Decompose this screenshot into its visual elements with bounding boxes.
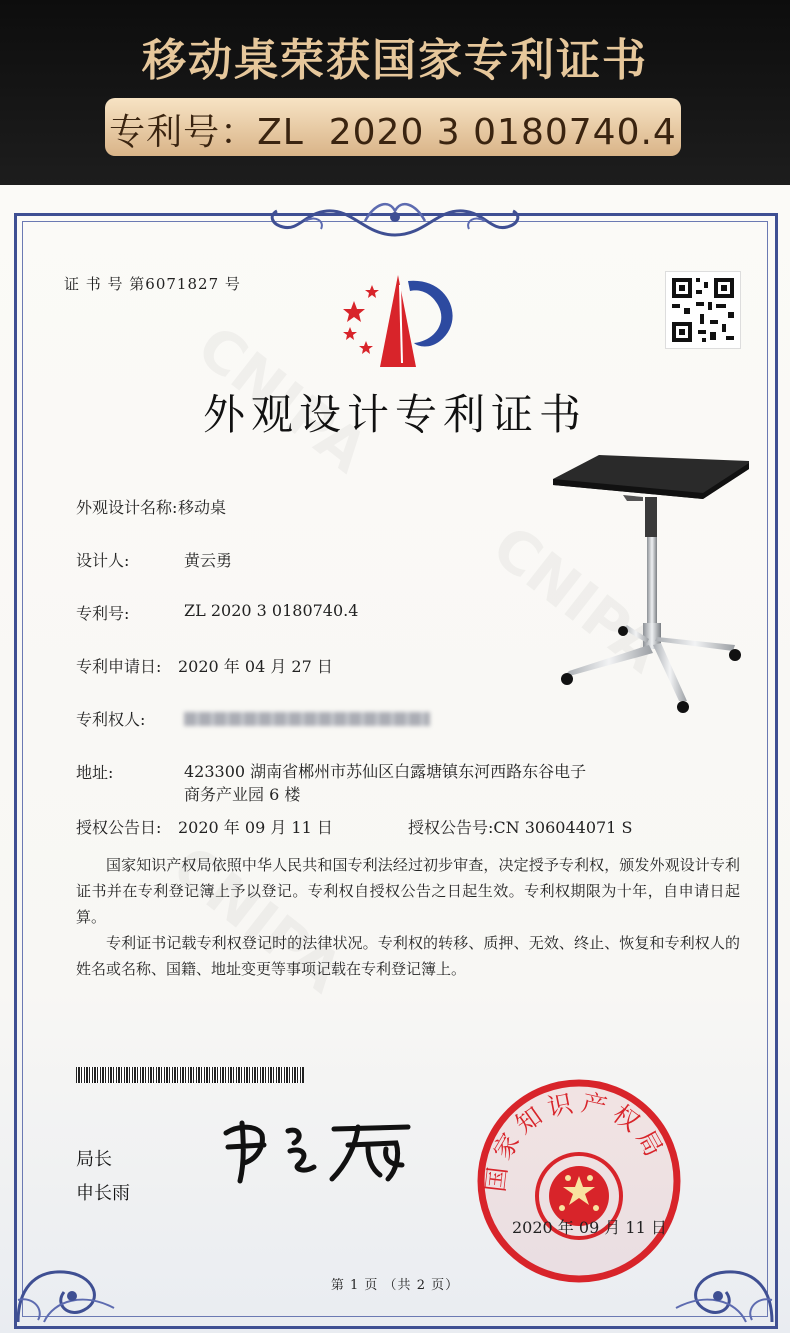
barcode-icon — [76, 1067, 304, 1083]
design-name-value: 移动桌 — [178, 498, 227, 517]
certificate-title: 外观设计专利证书 — [202, 390, 587, 439]
header-banner — [0, 0, 790, 185]
grant-number-value: CN 306044071 S — [493, 818, 633, 837]
mobile-desk-image — [553, 453, 753, 718]
filing-date-label: 专利申请日: — [76, 657, 162, 676]
grant-number-label: 授权公告号: — [408, 818, 494, 837]
official-red-seal-icon — [476, 1078, 682, 1284]
banner-title: 移动桌荣获国家专利证书 — [142, 35, 648, 86]
legal-paragraph-2: 专利证书记载专利权登记时的法律状况。专利权的转移、质押、无效、终止、恢复和专利权人的姓名或名称、国籍、地址变更等事项记载在专利登记簿上。 — [76, 934, 740, 978]
designer-label: 设计人: — [76, 551, 130, 570]
address-label: 地址: — [76, 763, 114, 782]
patent-number-text: 专利号：ZL 2020 3 0180740.4 — [109, 112, 677, 153]
page-footer: 第 1 页 （共 2 页） — [330, 1278, 460, 1293]
patentee-row — [76, 707, 430, 730]
patentee-label: 专利权人: — [76, 710, 146, 729]
address-line-2: 商务产业园 6 楼 — [184, 785, 301, 804]
top-ornament-icon — [265, 191, 525, 243]
certificate-number: 证 书 号 第6071827 号 — [64, 275, 241, 293]
filing-date-value: 2020 年 04 月 27 日 — [178, 657, 333, 676]
certificate — [0, 185, 790, 1333]
patent-number-pill — [105, 98, 681, 156]
svg-text:国家知识产权局: 国家知识产权局 — [480, 1087, 672, 1194]
address-row — [76, 760, 586, 806]
design-name-row — [76, 495, 226, 518]
grant-date-row — [76, 815, 333, 838]
filing-date-row — [76, 654, 333, 677]
patent-number-label: 专利号: — [76, 604, 130, 623]
grant-date-label: 授权公告日: — [76, 818, 162, 837]
grant-number-row — [408, 815, 632, 838]
design-name-label: 外观设计名称: — [76, 498, 178, 517]
patent-number-value: ZL 2020 3 0180740.4 — [184, 601, 359, 620]
cnipa-logo-icon — [330, 271, 464, 371]
patentee-blurred-value — [184, 712, 430, 726]
signer-name: 申长雨 — [76, 1183, 130, 1204]
designer-row — [76, 548, 232, 571]
qr-code-icon — [665, 271, 741, 349]
designer-value: 黄云勇 — [184, 551, 233, 570]
seal-date: 2020 年 09 月 11 日 — [512, 1218, 667, 1237]
legal-paragraph-1: 国家知识产权局依照中华人民共和国专利法经过初步审查，决定授予专利权，颁发外观设计专利证书并在专利登记簿上予以登记。专利权自授权公告之日起生效。专利权期限为十年，自申请日起算。 — [76, 856, 740, 926]
address-line-1: 423300 湖南省郴州市苏仙区白露塘镇东河西路东谷电子 — [184, 762, 587, 781]
handwritten-signature — [218, 1115, 418, 1185]
patent-number-row — [76, 601, 358, 624]
grant-date-value: 2020 年 09 月 11 日 — [178, 818, 333, 837]
signer-title: 局长 — [76, 1149, 112, 1170]
